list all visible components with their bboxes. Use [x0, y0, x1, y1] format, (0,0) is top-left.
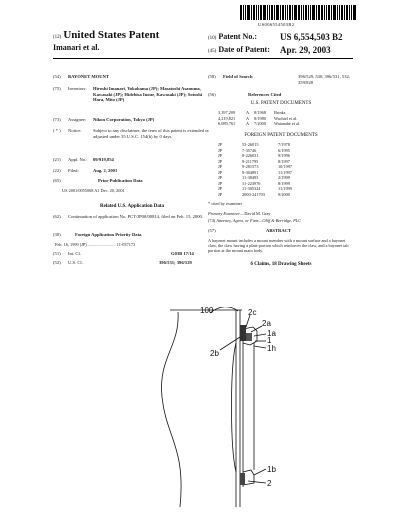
foreign-doc-cc: JP: [218, 175, 223, 180]
us-doc-name: Watanabe et al.: [274, 121, 301, 126]
us-doc-date: 8/1968: [254, 110, 266, 115]
barcode-bar: [245, 5, 246, 20]
us-doc-name: Brinks: [274, 110, 286, 115]
body-outline: [162, 312, 182, 507]
int-cl-value: G03B 17/14: [171, 251, 194, 256]
barcode-bar: [274, 5, 275, 20]
search-label: Field of Search: [223, 74, 253, 79]
barcode-bar: [305, 5, 307, 20]
barcode-bar: [351, 5, 352, 20]
foreign-doc-date: 11/1997: [278, 169, 292, 175]
foreign-doc-cc: JP: [218, 169, 223, 175]
label-2c: 2c: [248, 308, 257, 317]
barcode-bar: [253, 5, 255, 20]
hatched-section-top-2: [246, 333, 252, 341]
patent-no: US 6,554,503 B2: [280, 32, 343, 42]
references-heading: References Cited: [248, 92, 282, 97]
field-code: (52): [53, 260, 61, 265]
barcode-bar: [312, 5, 315, 20]
code-12: (12): [53, 35, 62, 40]
header-rule: [53, 58, 353, 59]
foreign-doc-cc: JP: [218, 147, 223, 153]
label-1h: 1h: [267, 344, 276, 353]
inventors-value: Hiroshi Imanari, Yokohama (JP); Masatoshi Asanuma, Kawasaki (JP); Hidehisa Inoue, Kawasaki (JP); Sotoshi Hara, Mito (JP): [93, 86, 203, 103]
barcode-bar: [318, 5, 320, 20]
patent-date: Apr. 29, 2003: [280, 45, 331, 55]
claims-count: 6 Claims, 18 Drawing Sheets: [250, 262, 312, 267]
label-100: 100: [200, 307, 214, 315]
search-value: 396/529, 530, 396/531, 532; 359/828: [298, 74, 351, 85]
barcode-bar: [341, 5, 343, 20]
foreign-text: Feb. 16, 1999 (JP) .......................... 11-037173: [55, 242, 136, 247]
foreign-doc-num: 9-211795: [242, 158, 259, 164]
inventor-line: Imanari et al.: [53, 43, 100, 52]
barcode-bar: [294, 5, 297, 20]
date-label: Date of Patent:: [218, 45, 270, 54]
foreign-doc-num: 11-305324: [242, 186, 261, 191]
patent-no-label: Patent No.:: [218, 32, 257, 41]
barcode-bar: [243, 5, 244, 20]
barcode-bar: [346, 5, 348, 20]
foreign-doc-num: 11-38493: [242, 175, 259, 180]
field-notice: [53, 128, 213, 146]
barcode-bar: [267, 5, 268, 20]
leader-1a: [254, 334, 266, 336]
field-code: (21): [53, 157, 61, 162]
title-text: United States Patent: [63, 29, 160, 41]
us-docs-list: [218, 110, 354, 127]
barcode-bar: [292, 5, 293, 20]
foreign-doc-date: 8/1999: [278, 180, 290, 186]
int-cl-label: Int. Cl.: [68, 251, 81, 256]
related-text: Continuation of application No. PCT/JP00/00814, filed on Feb. 15, 2000.: [68, 214, 203, 219]
foreign-doc-date: 2/1999: [278, 175, 290, 180]
appl-no-value: 09/919,854: [93, 157, 114, 162]
leader-2b: [220, 337, 240, 350]
barcode: [240, 5, 358, 20]
examiner-name: David M. Gray: [244, 211, 271, 216]
foreign-doc-date: 11/1999: [278, 186, 292, 191]
barcode-bar: [271, 5, 273, 20]
us-doc-name: Wachtel et al.: [274, 115, 298, 121]
barcode-bar: [333, 5, 336, 20]
barcode-bar: [353, 5, 356, 20]
barcode-bar: [276, 5, 279, 20]
barcode-bar: [289, 5, 291, 20]
field-code: (57): [208, 228, 216, 233]
field-code: (51): [53, 251, 61, 256]
barcode-bar: [321, 5, 323, 20]
assignee-value: Nikon Corporation, Tokyo (JP): [93, 117, 155, 122]
field-code: (56): [208, 92, 216, 97]
code-10: (10): [208, 36, 217, 41]
barcode-bar: [240, 5, 242, 20]
barcode-bar: [308, 5, 309, 20]
examiner-line: Primary Examiner—David M. Gray: [208, 211, 271, 216]
barcode-bar: [269, 5, 270, 20]
barcode-bar: [310, 5, 311, 20]
barcode-bar: [339, 5, 340, 20]
barcode-number: US006554503B2: [258, 22, 295, 27]
barcode-bar: [282, 5, 284, 20]
hatched-section-top: [240, 325, 246, 341]
foreign-doc-row: [218, 192, 354, 198]
foreign-doc-date: 10/1997: [278, 164, 293, 169]
barcode-bar: [303, 5, 304, 20]
barcode-bar: [287, 5, 288, 20]
inner-curve: [232, 343, 237, 472]
barcode-bar: [337, 5, 338, 20]
barcode-bar: [256, 5, 257, 20]
field-code: ( * ): [53, 128, 61, 133]
foreign-doc-num: 9-281573: [242, 164, 259, 169]
hatched-section-bottom: [240, 473, 245, 485]
field-code: (62): [53, 214, 61, 219]
foreign-doc-num: 9-304891: [242, 169, 259, 175]
us-docs-heading: U.S. PATENT DOCUMENTS: [250, 101, 312, 106]
examiner-label: Primary Examiner: [208, 211, 241, 216]
label-1b: 1b: [267, 465, 276, 474]
us-doc-cls: A: [246, 115, 250, 121]
us-doc-num: 4,219,821: [218, 115, 236, 121]
label-2a: 2a: [262, 319, 271, 328]
abstract-text: A bayonet mount includes a mount member with a mount surface and a bayonet claw, the claw having a plate portion which reinforces the claw, and a bayonet tab portion at the mount main body.: [208, 238, 349, 254]
barcode-bar: [324, 5, 325, 20]
barcode-bar: [298, 5, 300, 20]
barcode-bar: [260, 5, 262, 20]
foreign-doc-cc: JP: [218, 186, 223, 191]
code-45: (45): [208, 49, 217, 54]
patent-number-line: [208, 32, 343, 42]
foreign-doc-cc: JP: [218, 180, 223, 186]
field-code: (58): [208, 74, 216, 79]
barcode-bar: [331, 5, 332, 20]
foreign-doc-num: 53-26015: [242, 142, 259, 147]
us-doc-num: 3,397,209: [218, 110, 236, 115]
foreign-doc-date: 8/1997: [278, 158, 290, 164]
abstract-heading: ABSTRACT: [266, 228, 292, 233]
label-1: 1: [267, 336, 272, 345]
prior-pub-text: US 2001/0055068 A1 Dec. 20, 2001: [62, 188, 125, 193]
barcode-bar: [258, 5, 259, 20]
us-cl-label: U.S. Cl.: [68, 260, 83, 265]
foreign-doc-date: 7/1978: [278, 142, 290, 147]
leader-1h: [254, 346, 266, 348]
foreign-doc-cc: JP: [218, 142, 223, 147]
foreign-doc-cc: JP: [218, 158, 223, 164]
notice-value: Subject to any disclaimer, the term of this patent is extended or adjusted under 35 U.S.C. 154(b) by 0 days.: [93, 128, 209, 139]
field-code: (75): [53, 86, 61, 91]
barcode-bar: [326, 5, 327, 20]
us-doc-date: 8/1980: [254, 115, 266, 121]
field-label: Filed:: [68, 168, 79, 173]
attorney-code: (74): [208, 218, 216, 223]
barcode-bar: [316, 5, 317, 20]
attorney-line: [208, 218, 354, 223]
barcode-bar: [285, 5, 286, 20]
related-heading: Related U.S. Application Data: [99, 204, 165, 209]
field-label: Notice:: [68, 128, 82, 133]
leader-2: [248, 481, 266, 483]
foreign-doc-cc: JP: [218, 153, 223, 158]
field-label: Appl. No.:: [68, 157, 88, 162]
field-code: (30): [53, 232, 61, 237]
field-label: Inventors:: [68, 86, 87, 91]
field-62: [53, 214, 216, 228]
barcode-bar: [344, 5, 345, 20]
us-doc-cls: A: [246, 110, 250, 115]
field-code: (73): [53, 117, 61, 122]
foreign-doc-cc: JP: [218, 191, 223, 197]
field-75: [53, 86, 213, 114]
label-2: 2: [267, 479, 272, 488]
barcode-bar: [280, 5, 281, 20]
foreign-doc-num: 11-223976: [242, 180, 261, 186]
barcode-bar: [263, 5, 266, 20]
foreign-doc-date: 9/2000: [278, 191, 290, 197]
foreign-docs-list: [218, 142, 354, 197]
field-label: Assignee:: [68, 117, 87, 122]
us-doc-date: 7/2000: [254, 121, 266, 126]
foreign-doc-num: 8-226031: [242, 153, 259, 158]
barcode-bar: [349, 5, 350, 20]
label-2b: 2b: [210, 349, 219, 358]
barcode-bar: [328, 5, 330, 20]
filed-value: Aug. 2, 2001: [93, 168, 118, 173]
us-doc-cls: A: [246, 121, 250, 126]
field-code: (54): [53, 74, 61, 79]
us-cl-value: 396/531; 396/529: [159, 260, 192, 265]
us-doc-row: [218, 121, 354, 127]
foreign-doc-date: 9/1996: [278, 153, 290, 158]
patent-date-line: [208, 45, 331, 55]
field-code: (22): [53, 168, 61, 173]
foreign-doc-num: 7-35746: [242, 147, 257, 153]
barcode-bar: [301, 5, 302, 20]
leader-1b: [254, 469, 266, 475]
foreign-doc-cc: JP: [218, 164, 223, 169]
us-doc-num: 6,089,761: [218, 121, 236, 126]
field-code: (65): [53, 178, 61, 183]
barcode-bar: [251, 5, 252, 20]
foreign-doc-num: 2000-241703: [242, 191, 265, 197]
attorney-text: Attorney, Agent, or Firm—Oliff & Berridge, PLC: [216, 218, 302, 223]
figure-drawing: [150, 307, 320, 512]
foreign-docs-heading: FOREIGN PATENT DOCUMENTS: [244, 133, 318, 138]
cited-note: * cited by examiner: [208, 201, 243, 206]
foreign-doc-date: 6/1995: [278, 147, 290, 153]
prior-pub-heading: Prior Publication Data: [98, 178, 143, 183]
foreign-heading: Foreign Application Priority Data: [75, 232, 142, 237]
label-1a: 1a: [267, 329, 276, 338]
patent-title: [53, 29, 159, 41]
invention-title: BAYONET MOUNT: [68, 74, 109, 79]
barcode-bar: [247, 5, 250, 20]
